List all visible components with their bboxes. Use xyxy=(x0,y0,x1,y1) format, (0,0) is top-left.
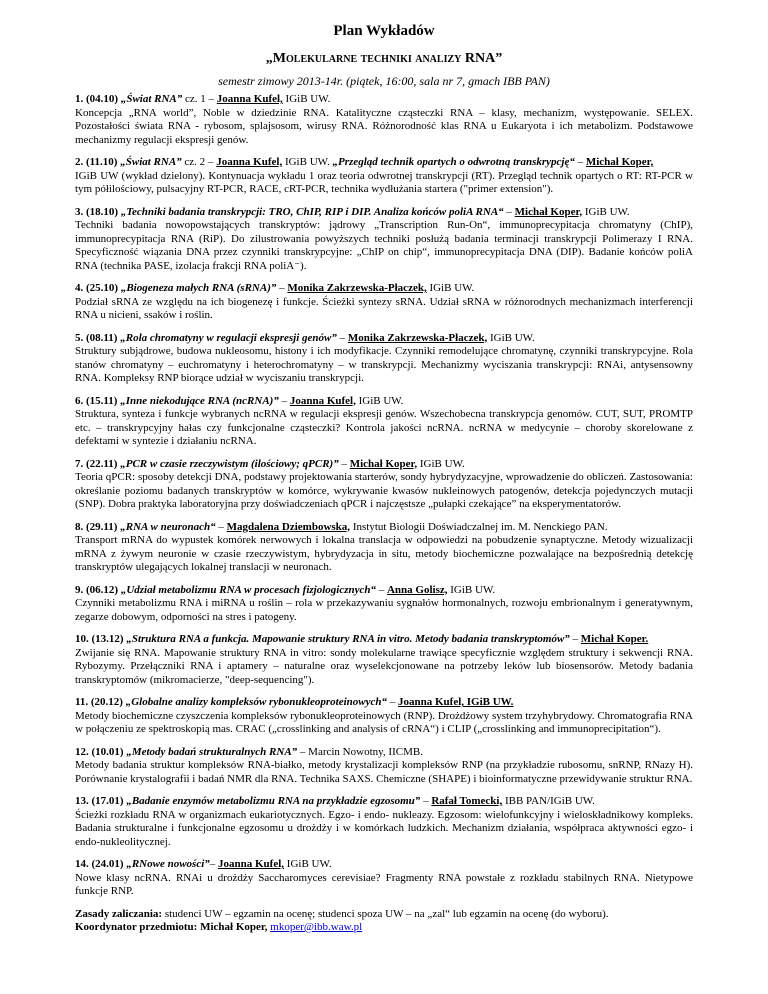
lecture-item xyxy=(75,696,693,737)
lecture-title: „Globalne analizy kompleksów rybonukleoproteinowych“ xyxy=(125,696,387,708)
lecture-title: „PCR w czasie rzeczywistym (ilościowy; qPCR)” xyxy=(120,457,339,470)
lecture-separator: – xyxy=(336,331,348,344)
lecture-item xyxy=(75,93,693,147)
coordinator-name: Michał Koper, xyxy=(197,921,271,933)
lecture-item xyxy=(75,633,693,687)
lecture-header xyxy=(75,93,693,107)
lecture-description: Czynniki metabolizmu RNA i miRNA u roślin – rola w przekazywaniu sygnałów hormonalnych, rozwoju embrionalnym i generatywnym, zegarze dobowym, odporności na stres i patogeny. xyxy=(75,597,693,623)
lecture-separator: – xyxy=(375,583,387,596)
grading-rules-text: studenci UW – egzamin na ocenę; studenci spoza UW – na „zal“ lub egzamin na ocenę (do wyboru). xyxy=(162,907,609,920)
lecture-header xyxy=(75,858,693,872)
lecture-title: „Metody badań strukturalnych RNA” xyxy=(126,745,298,758)
lecture-description: Transport mRNA do wypustek komórek nerwowych i lokalna translacja w odpowiedzi na pobudzenie synaptyczne. Metody wizualizacji mRNA z żywym neuronie w czasie rzeczywistym, hybrydyzacja in situ, metody biochemiczne pozwalające na bezpośrednią detekcję transkryptów ulegających lokalnej translacji w neuronach. xyxy=(75,534,693,573)
lecture-speaker-secondary: Michał Koper, xyxy=(585,156,654,168)
lecture-number: 14. (24.01) xyxy=(75,858,124,870)
lecture-separator: – Marcin Nowotny, IICMB. xyxy=(297,745,423,758)
lecture-number: 4. (25.10) xyxy=(75,282,119,294)
grading-rules-label: Zasady zaliczania: xyxy=(75,907,163,920)
lecture-number: 2. (11.10) xyxy=(75,156,118,168)
lecture-speaker: Anna Golisz, xyxy=(386,583,448,596)
course-name: Molekularne techniki analizy xyxy=(272,51,462,66)
lecture-speaker: Joanna Kufel, xyxy=(289,394,356,407)
lecture-header xyxy=(75,332,693,346)
coordinator xyxy=(75,921,693,935)
lecture-item xyxy=(75,584,693,625)
lecture-item xyxy=(75,795,693,849)
lecture-description: IGiB UW (wykład dzielony). Kontynuacja wykładu 1 oraz teoria odwrotnej transkrypcji (RT). Przegląd technik opartych o RT: RT-PCR w tym półilościowy, pulsacyjny RT-PCR, RACE, cRT-PCR, technika wydłużania startera ("primer extension"). xyxy=(75,169,693,195)
lecture-affiliation: IGiB UW. xyxy=(426,282,475,294)
lecture-affiliation: IBB PAN/IGiB UW. xyxy=(502,795,595,807)
lecture-separator: – xyxy=(503,205,515,218)
lecture-speaker: Monika Zakrzewska-Płaczek, xyxy=(287,282,427,294)
lecture-separator: – xyxy=(338,457,350,470)
lecture-number: 5. (08.11) xyxy=(75,331,118,344)
page-title: Plan Wykładów xyxy=(333,23,435,39)
lecture-description: Struktury subjądrowe, budowa nukleosomu, histony i ich modyfikacje. Czynniki remodelujące chromatynę, czynniki transkrypcyjne. Rola stanów chromatyny – euchromatyny i heterochromatyny – w transkrypcji. Mechanizmy wyciszania transkrypcji: RNAi, antysensowny RNA. Kompleksy RNP biorące udział w wyciszaniu transkrypcji. xyxy=(75,345,693,384)
lecture-title: „Inne niekodujące RNA (ncRNA)” xyxy=(120,394,279,407)
lecture-description: Podział sRNA ze względu na ich biogenezę i funkcje. Ścieżki syntezy sRNA. Udział sRNA w różnorodnych mechanizmach interferencji RNA u nicieni, ssaków i roślin. xyxy=(75,295,693,321)
lecture-header xyxy=(75,458,693,472)
lecture-separator: – xyxy=(209,858,219,870)
lecture-item xyxy=(75,858,693,899)
lecture-item xyxy=(75,395,693,449)
lecture-separator: – xyxy=(420,795,432,807)
lecture-affiliation: IGiB UW. xyxy=(582,205,630,218)
lecture-title: „Rola chromatyny w regulacji ekspresji genów” xyxy=(120,331,337,344)
lecture-item xyxy=(75,458,693,512)
lecture-affiliation: IGiB UW. xyxy=(355,394,404,407)
lecture-description: Zwijanie się RNA. Mapowanie struktury RNA in vitro: sondy molekularne trawiące specyficznie względem struktury i sekwencji RNA. Rybozymy. Przełączniki RNA i aptamery – naturalne oraz wyselekcjonowane na potrzeby leków lub biosensorów. Metody badania transkryptomów (mikromacierze, "deep-sequencing"). xyxy=(75,646,693,686)
lecture-number: 8. (29.11) xyxy=(75,520,118,533)
lecture-item xyxy=(75,746,693,787)
lecture-number: 13. (17.01) xyxy=(75,795,124,807)
lecture-affiliation: IGiB UW. xyxy=(284,858,332,870)
lecture-separator: cz. 2 – xyxy=(181,156,217,168)
lecture-item xyxy=(75,332,693,386)
lecture-title: „Świat RNA” xyxy=(120,156,182,168)
lecture-description: Struktura, synteza i funkcje wybranych ncRNA w regulacji ekspresji genów. Wszechobecna transkrypcja genomów. CUT, SUT, PROMTP etc. – transkrypcyjny hałas czy funkcjonalne cząsteczki? Kontrola jakości ncRNA. ncRNA w medycynie – choroby skorelowane z defektami w syntezie i działaniu ncRNA. xyxy=(75,408,693,447)
lecture-speaker: Rafał Tomecki, xyxy=(431,795,503,807)
lecture-separator: – xyxy=(387,696,398,708)
lecture-header xyxy=(75,521,693,535)
lecture-description: Nowe klasy ncRNA. RNAi u drożdży Saccharomyces cerevisiae? Fragmenty RNA powstałe z rozkładu stabilnych RNA. Nietypowe funkcje RNP. xyxy=(75,871,693,897)
lecture-title: „Świat RNA” xyxy=(120,93,183,105)
lecture-separator: – xyxy=(276,282,288,294)
coordinator-label: Koordynator przedmiotu: xyxy=(75,921,198,933)
lecture-header xyxy=(75,282,693,296)
lecture-separator-secondary: – xyxy=(574,156,586,168)
lecture-description: Koncepcja „RNA world”, Noble w dziedzinie RNA. Katalityczne cząsteczki RNA – klasy, mechanizm, występowanie. SELEX. Pozostałości świata RNA - rybosom, splajsosom, wirusy RNA. Różnorodność klas RNA u Eukaryota i ich metabolizm. Podstawowe mechanizmy regulacji ekspresji genów. xyxy=(75,106,693,146)
coordinator-email-link[interactable]: mkoper@ibb.waw.pl xyxy=(270,921,363,933)
lecture-description: Techniki badania nowopowstających transkryptów: jądrowy „Transcription Run-On“, immunoprecypitacja chromatyny (ChIP), immunoprecypitacja RNA (RiP). Do zilustrowania powyższych techniki posłużą badania terminacji transkrypcji Polimerazy I RNA. Specyficzność wiązania DNA przez czynniki transkrypcyjne: „ChIP on chip“, immunoprecypitacja DNA (DIP). Badanie końców poliA RNA (technika PASE, izolacja frakcji RNA poliA⁻). xyxy=(75,219,693,272)
lecture-title: „Udział metabolizmu RNA w procesach fizjologicznych“ xyxy=(120,583,376,596)
lecture-item xyxy=(75,521,693,575)
lecture-item xyxy=(75,156,693,197)
lecture-header xyxy=(75,696,693,710)
lecture-header xyxy=(75,746,693,760)
lecture-item xyxy=(75,282,693,323)
lecture-title: „Techniki badania transkrypcji: TRO, ChIP, RIP i DIP. Analiza końców poliA RNA“ xyxy=(120,205,504,218)
lecture-list xyxy=(75,93,693,899)
lecture-number: 3. (18.10) xyxy=(75,205,119,218)
lecture-separator: – xyxy=(215,520,227,533)
lecture-number: 1. (04.10) xyxy=(75,93,119,105)
lecture-speaker: Monika Zakrzewska-Płaczek, xyxy=(347,331,488,344)
lecture-number: 10. (13.12) xyxy=(75,633,124,645)
lecture-header xyxy=(75,584,693,598)
lecture-description: Metody biochemiczne czyszczenia kompleksów rybonukleoproteinowych (RNP). Drożdżowy system trzyhybrydowy. Chromatografia RNA w połączeniu ze spektroskopią mas. CRAC („crosslinking and analysis of cRNA“) i CLIP („crosslinking and immunoprecipitation“). xyxy=(75,709,693,735)
lecture-speaker: Michał Koper, xyxy=(514,205,583,218)
lecture-affiliation: Instytut Biologii Doświadczalnej im. M. Nenckiego PAN. xyxy=(350,520,608,533)
lecture-affiliation: IGiB UW. xyxy=(282,156,333,168)
lecture-description: Metody badania struktur kompleksów RNA-białko, metody krystalizacji kompleksów RNP (na przykładzie rubosomu, snRNP, RNazy H). Porównanie krystalografii i badań NMR dla RNA. Technika SAXS. Chemiczne (SHAPE) i bioinformatyczne przewidywanie struktur RNA. xyxy=(75,759,693,785)
lecture-number: 11. (20.12) xyxy=(75,696,123,708)
lecture-title: „RNA w neuronach“ xyxy=(120,520,216,533)
lecture-number: 7. (22.11) xyxy=(75,457,118,470)
lecture-speaker: Michał Koper. xyxy=(580,633,649,645)
lecture-number: 12. (10.01) xyxy=(75,745,124,758)
course-name-rna: RNA xyxy=(461,51,496,66)
lecture-title: „RNowe nowości” xyxy=(126,858,210,870)
lecture-header xyxy=(75,395,693,409)
lecture-speaker: Joanna Kufel, IGiB UW. xyxy=(398,696,514,708)
course-title xyxy=(75,50,693,67)
lecture-header xyxy=(75,633,693,647)
lecture-number: 9. (06.12) xyxy=(75,583,119,596)
lecture-affiliation: IGiB UW. xyxy=(447,583,496,596)
lecture-separator: – xyxy=(569,633,581,645)
lecture-description: Ścieżki rozkładu RNA w organizmach eukariotycznych. Egzo- i endo- nukleazy. Egzosom: wielofunkcyjny i wieloskładnikowy kompleks. Badania strukturalne i funkcjonalne egzosomu u drożdży i w komórkach ludzkich. Mechanizm działania, współpraca aktywności egzo- i endo-nukleolitycznej. xyxy=(75,808,693,848)
lecture-separator: – xyxy=(278,394,290,407)
lecture-header xyxy=(75,156,693,170)
lecture-item xyxy=(75,206,693,274)
course-open-quote: „ xyxy=(265,51,273,66)
lecture-title-secondary: „Przegląd technik opartych o odwrotną transkrypcję“ xyxy=(332,156,575,168)
lecture-number: 6. (15.11) xyxy=(75,394,118,407)
lecture-speaker: Michał Koper, xyxy=(349,457,418,470)
lecture-speaker: Joanna Kufel, xyxy=(216,93,283,105)
lecture-speaker: Magdalena Dziembowska, xyxy=(226,520,351,533)
lecture-affiliation: IGiB UW. xyxy=(282,93,331,105)
semester-info: semestr zimowy 2013-14r. (piątek, 16:00, sala nr 7, gmach IBB PAN) xyxy=(218,74,550,88)
lecture-affiliation: IGiB UW. xyxy=(417,457,465,470)
lecture-title: „Struktura RNA a funkcja. Mapowanie struktury RNA in vitro. Metody badania transkryptomów” xyxy=(126,633,570,645)
footer xyxy=(75,908,693,935)
lecture-header xyxy=(75,795,693,809)
lecture-speaker: Joanna Kufel, xyxy=(216,156,283,168)
lecture-separator: cz. 1 – xyxy=(182,93,217,105)
grading-rules xyxy=(75,908,693,922)
lecture-header xyxy=(75,206,693,220)
lecture-title: „Biogeneza małych RNA (sRNA)” xyxy=(120,282,277,294)
lecture-title: „Badanie enzymów metabolizmu RNA na przykładzie egzosomu” xyxy=(126,795,421,807)
course-close-quote: ” xyxy=(495,51,503,66)
lecture-speaker: Joanna Kufel, xyxy=(218,858,285,870)
lecture-affiliation: IGiB UW. xyxy=(487,331,535,344)
lecture-description: Teoria qPCR: sposoby detekcji DNA, podstawy projektowania starterów, sondy hybrydyzacyjne, wprowadzenie do obliczeń. Zastosowania: określanie poziomu badanych transkryptów w komórce, wykrywanie kwasów nukleinowych patogenów, detekcja pojedynczych mutacji (SNP). Dobra praktyka laboratoryjna przy doświadczeniach qPCR i najczęstsze „pułapki czekające” na eksperymentatorów. xyxy=(75,471,693,510)
